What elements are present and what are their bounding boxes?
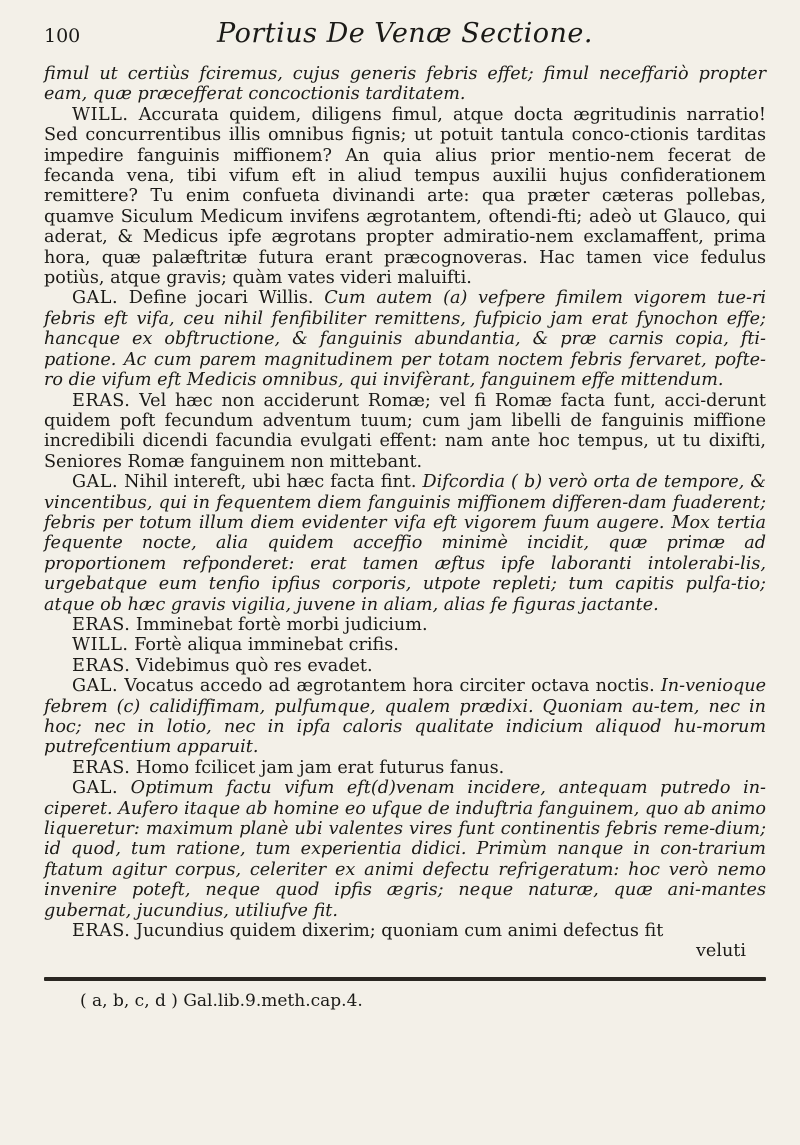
paragraph — [44, 615, 766, 635]
roman-text: Videbimus quò res evadet. — [130, 655, 373, 676]
paragraph — [44, 64, 766, 105]
speaker-name: GAL. — [72, 288, 119, 309]
footnote: ( a, b, c, d ) Gal.lib.9.meth.cap.4. — [80, 991, 363, 1012]
speaker-name: ERAS. — [72, 921, 131, 942]
speaker-name: GAL. — [72, 472, 119, 493]
speaker-name: ERAS. — [72, 655, 131, 676]
speaker-name: ERAS. — [72, 390, 131, 411]
roman-text: Vocatus accedo ad ægrotantem hora circiter octava noctis. — [118, 676, 661, 697]
footer-rule — [44, 977, 766, 981]
paragraph — [44, 921, 766, 941]
roman-text: Fortè aliqua imminebat crifis. — [128, 635, 399, 656]
paragraph — [44, 758, 766, 778]
speaker-name: ERAS. — [72, 614, 131, 635]
roman-text: Jucundius quidem dixerim; quoniam cum animi defectus fit — [130, 921, 664, 942]
italic-text: calidiffimam, pulfumque, qualem prædixi. Quoniam au-tem, nec in hoc; nec in lotio, nec in ipfa caloris qualitate indicium aliquod hu-morum putrefcentium apparuit. — [44, 696, 766, 758]
paragraph — [44, 472, 766, 615]
roman-text: Accurata quidem, diligens fimul, atque docta ægritudinis narratio! Sed concurrentibus illis omnibus fignis; ut potuit tantula conco-ctionis tarditas impedire fanguinis miffionem? An quia alius prior mentio-nem fecerat de fecanda vena, tibi vifum eft in aliud tempus auxilii hujus confiderationem remittere? Tu enim confueta divinandi arte: qua præter cæteras pollebas, quamve Siculum Medicum invifens ægrotantem, oftendi-fti; adeò ut Glauco, qui aderat, & Medicus ipfe ægrotans propter admiratio-nem exclamaffent, prima hora, quæ palæftritæ futura erant præcognoveras. Hac tamen vice fedulus potiùs, atque gravis; quàm vates videri maluifti. — [44, 104, 766, 289]
roman-text: Homo fcilicet jam jam erat futurus fanus. — [130, 757, 505, 778]
catchword: veluti — [695, 941, 746, 962]
paragraph — [44, 676, 766, 758]
paragraph — [44, 778, 766, 921]
roman-text: Define jocari Willis. — [118, 288, 325, 309]
paragraph — [44, 105, 766, 289]
paragraph — [44, 635, 766, 655]
footnote-marker: ( b) — [504, 472, 543, 493]
roman-text: Nihil intereft, ubi hæc facta fint. — [118, 472, 423, 493]
speaker-name: WILL. — [72, 635, 129, 656]
paragraph — [44, 391, 766, 473]
page-header — [44, 18, 766, 64]
italic-text: In-venioque febrem — [44, 676, 766, 717]
footnote-marker: (a) — [443, 288, 468, 309]
text-body — [44, 64, 766, 941]
italic-text: fimul ut certiùs fciremus, cujus generis febris effet; fimul neceffariò propter eam, quæ præcefferat concoctionis tarditatem. — [44, 64, 766, 105]
paragraph — [44, 288, 766, 390]
speaker-name: GAL. — [72, 676, 119, 697]
italic-text: Optimum factu vifum eft — [118, 778, 371, 799]
speaker-name: GAL. — [72, 778, 119, 799]
page-number: 100 — [44, 25, 81, 47]
speaker-name: WILL. — [72, 104, 129, 125]
footnote-marker: (c) — [107, 696, 141, 717]
italic-text: Cum autem — [324, 288, 444, 309]
italic-text: vefpere fimilem vigorem tue-ri febris eft vifa, ceu nihil fenfibiliter remittens, fufpicio jam erat fynochon effe; hancque ex obftructione, & fanguinis abundantia, & præ carnis copia, fti-patione. Ac cum parem magnitudinem per totam noctem febris fervaret, pofte-ro die vifum eft Medicis omnibus, qui invifèrant, fanguinem effe mittendum. — [44, 288, 767, 391]
speaker-name: ERAS. — [72, 757, 131, 778]
italic-text: Difcordia — [422, 472, 505, 493]
roman-text: Vel hæc non acciderunt Romæ; vel fi Romæ facta funt, acci-derunt quidem poft fecundum adventum tuum; cum jam libelli de fanguinis miffione incredibili dicendi facundia evulgati effent: nam ante hoc tempus, ut tu dixifti, Seniores Romæ fanguinem non mittebant. — [44, 390, 766, 472]
paragraph — [44, 656, 766, 676]
running-title: Portius De Venæ Sectione. — [217, 18, 593, 49]
roman-text: Imminebat fortè morbi judicium. — [130, 614, 428, 635]
italic-text: venam incidere, antequam putredo in-ciperet. Aufero itaque ab homine eo ufque de induftria fanguinem, quo ab animo liqueretur: maximum planè ubi valentes vires funt continentis febris reme-dium; id quod, tum ratione, tum experientia didici. Primùm nanque in con-trarium ftatum agitur corpus, celeriter ex animi defectu refrigeratum: hoc verò nemo invenire poteft, neque quod ipfis ægris; neque naturæ, quæ ani-mantes gubernat, jucundius, utiliufve fit. — [44, 778, 766, 921]
italic-text: verò orta de tempore, & vincentibus, qui in fequentem diem fanguinis miffionem differen-dam fuaderent; febris per totum illum diem evidenter vifa eft vigorem fuum augere. Mox tertia fequente nocte, alia quidem acceffio minimè incidit, quæ primæ ad proportionem refponderet: erat tamen æftus ipfe laboranti intolerabi-lis, urgebatque eum tenfio ipfius corporis, utpote repleti; tum capitis pulfa-tio; atque ob hæc gravis vigilia, juvene in aliam, alias fe figuras jactante. — [44, 472, 766, 615]
footnote-marker: (d) — [370, 778, 396, 799]
